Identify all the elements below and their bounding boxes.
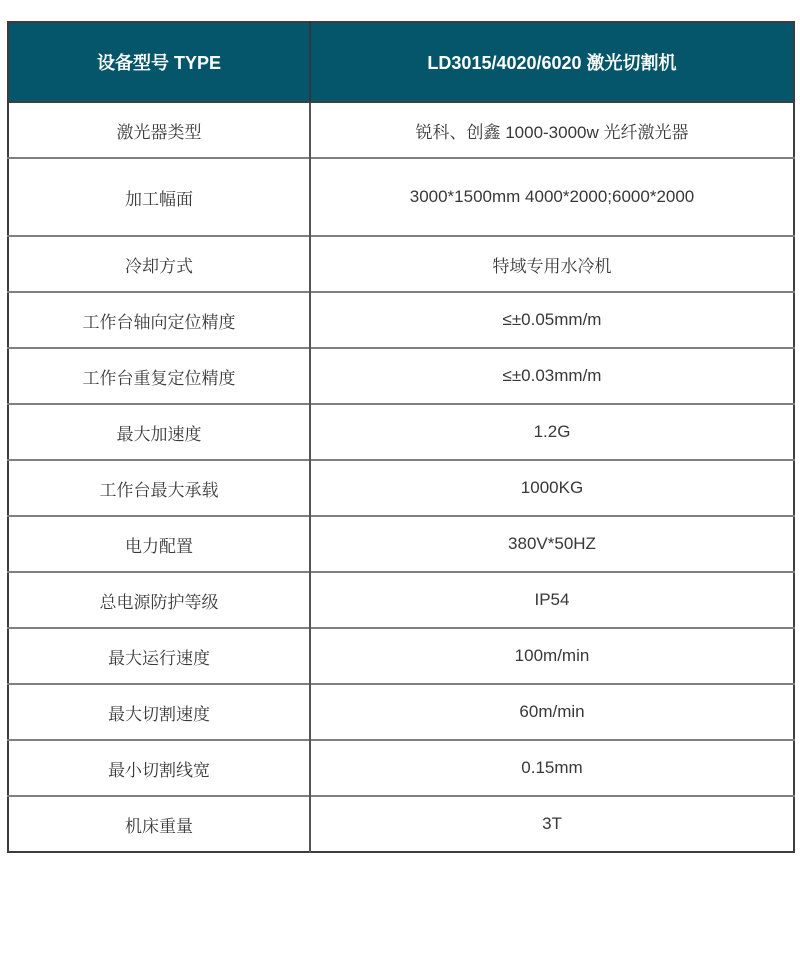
spec-label: 加工幅面 — [8, 158, 310, 236]
spec-row-axial-positioning-accuracy — [8, 292, 794, 348]
spec-label: 最大加速度 — [8, 404, 310, 460]
spec-row-power-config — [8, 516, 794, 572]
spec-value: 380V*50HZ — [310, 516, 794, 572]
spec-value: 1000KG — [310, 460, 794, 516]
spec-row-max-acceleration — [8, 404, 794, 460]
spec-label: 冷却方式 — [8, 236, 310, 292]
header-model-name: LD3015/4020/6020 激光切割机 — [310, 22, 794, 102]
spec-value: 锐科、创鑫 1000-3000w 光纤激光器 — [415, 122, 689, 142]
spec-row-cooling — [8, 236, 794, 292]
spec-table-header — [8, 22, 794, 102]
spec-label: 工作台轴向定位精度 — [8, 292, 310, 348]
spec-row-working-area — [8, 158, 794, 236]
spec-row-machine-weight — [8, 796, 794, 852]
spec-value: 3000*1500mm 4000*2000;6000*2000 — [310, 158, 794, 236]
header-row — [8, 22, 794, 102]
spec-value: 1.2G — [310, 404, 794, 460]
spec-value: 0.15mm — [310, 740, 794, 796]
spec-label: 机床重量 — [8, 796, 310, 852]
spec-row-min-kerf-width — [8, 740, 794, 796]
spec-row-protection-rating — [8, 572, 794, 628]
spec-label: 总电源防护等级 — [8, 572, 310, 628]
spec-table — [7, 21, 795, 853]
spec-row-max-cutting-speed — [8, 684, 794, 740]
spec-row-max-travel-speed — [8, 628, 794, 684]
header-type-label: 设备型号 TYPE — [8, 22, 310, 102]
spec-row-repeat-positioning-accuracy — [8, 348, 794, 404]
spec-value: IP54 — [310, 572, 794, 628]
spec-label: 电力配置 — [8, 516, 310, 572]
spec-value: ≤±0.03mm/m — [310, 348, 794, 404]
spec-value: 100m/min — [310, 628, 794, 684]
spec-value: 特域专用水冷机 — [310, 236, 794, 292]
spec-row-laser-type — [8, 102, 794, 158]
spec-label: 激光器类型 — [8, 102, 310, 158]
spec-table-body — [8, 102, 794, 852]
spec-label: 工作台重复定位精度 — [8, 348, 310, 404]
spec-value: 3T — [310, 796, 794, 852]
spec-value: ≤±0.05mm/m — [310, 292, 794, 348]
spec-row-max-table-load — [8, 460, 794, 516]
spec-label: 工作台最大承载 — [8, 460, 310, 516]
spec-label: 最小切割线宽 — [8, 740, 310, 796]
spec-value: 60m/min — [310, 684, 794, 740]
spec-label: 最大运行速度 — [8, 628, 310, 684]
spec-label: 最大切割速度 — [8, 684, 310, 740]
